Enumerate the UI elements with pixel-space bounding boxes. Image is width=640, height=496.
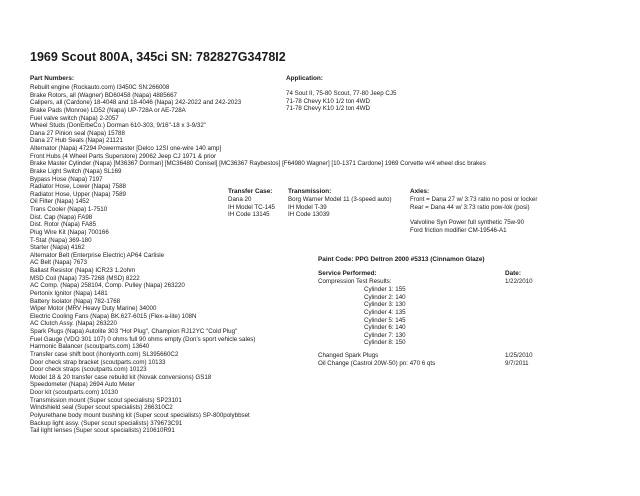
part-number-row: Model 18 & 20 transfer case rebuild kit (Novak conversions) GS18 (30, 373, 212, 381)
transmission-row: Borg Warner Model 11 (3-speed auto) (288, 196, 392, 203)
part-number-row: Front Hubs (4 Wheel Parts Superstore) 29062 Jeep CJ 1971 & prior (30, 152, 217, 160)
oil-change-entry: Oil Change (Castrol 20W-50) pn: 470 6 qts (318, 360, 436, 367)
part-number-row: T-Stat (Napa) 369-180 (30, 236, 92, 244)
cylinder-row: Cylinder 4: 135 (364, 308, 406, 316)
part-number-row: Spark Plugs (Napa) Autolite 303 "Hot Plug", Champion RJ12YC "Cold Plug" (30, 328, 238, 335)
part-number-row: Harmonic Balancer (scoutparts.com) 13640 (30, 343, 150, 351)
part-numbers-heading: Part Numbers: (30, 75, 75, 82)
compression-date: 1/22/2010 (505, 278, 533, 285)
part-number-row: Pertonix Ignitor (Napa) 1481 (30, 289, 108, 297)
part-number-row: Rebuilt engine (Rockauto.com) I3450C SN:266008 (30, 84, 170, 91)
axles-row (410, 211, 537, 219)
part-number-row: Dist. Rotor (Napa) FA85 (30, 221, 97, 229)
compression-title: Compression Test Results: (318, 278, 392, 285)
axles-row: Rear = Dana 44 w/ 3:73 ratio pow-lok (posi) (410, 203, 530, 211)
part-number-row: Radiator Hose, Lower (Napa) 7588 (30, 183, 126, 191)
part-number-row: Dist. Cap (Napa) FA98 (30, 213, 93, 221)
part-number-row: AC Clutch Assy. (Napa) 263220 (30, 320, 117, 328)
axles-row: Valvoline Syn Power full synthetic 75w-90 (410, 218, 525, 226)
cylinder-row: Cylinder 6: 140 (364, 324, 406, 332)
transmission-heading: Transmission: (288, 188, 332, 195)
application-heading: Application: (286, 75, 323, 82)
part-number-row: Electric Cooling Fans (Napa) BK.627-6015 (Flex-a-lite) 108N (30, 312, 197, 320)
part-number-row: Transfer case shift boot (ihonlyorth.com) SL395660C2 (30, 350, 179, 358)
transfer-case-row: IH Code 13145 (228, 211, 270, 219)
date-heading: Date: (505, 270, 521, 277)
spark-plugs-entry: Changed Spark Plugs (318, 352, 379, 359)
application-row: 71-78 Chevy K10 1/2 ton 4WD (286, 105, 370, 113)
axles-row: Ford friction modifier CM-19546-A1 (410, 226, 507, 234)
cylinder-list (364, 286, 406, 347)
part-number-row: Ballast Resistor (Napa) ICR23 1.2ohm (30, 267, 136, 274)
part-number-row: Starter (Napa) 4162 (30, 244, 85, 252)
transfer-case-list (228, 196, 275, 219)
transmission-row: IH Model T-39 (288, 203, 327, 211)
transfer-case-row: Dana 20 (228, 196, 252, 203)
part-number-row: Calipers, all (Cardone) 18-4048 and 18-4046 (Napa) 242-2022 and 242-2023 (30, 99, 242, 107)
application-list (286, 90, 396, 113)
transmission-list (288, 196, 392, 219)
axles-list (410, 196, 537, 234)
transmission-row: IH Code 13039 (288, 211, 330, 219)
part-number-row: Windshield seal (Super scout specialists) 266310C2 (30, 404, 173, 412)
part-number-row: Door kit (scoutparts.com) 10130 (30, 389, 119, 396)
paint-code: Paint Code: PPG Deltron 2000 #5313 (Cinnamon Glaze) (318, 256, 485, 263)
part-number-row: Fuel valve switch (Napa) 2-2057 (30, 114, 119, 122)
part-number-row: Wiper Motor (MRV Heavy Duty Marine) 34000 (30, 305, 157, 313)
part-number-row: AC Comp. (Napa) 258104, Comp. Pulley (Napa) 263220 (30, 282, 185, 290)
part-number-row: Plug Wire Kit (Napa) 700166 (30, 228, 109, 236)
cylinder-row: Cylinder 3: 130 (364, 301, 406, 309)
part-number-row: AC Belt (Napa) 7673 (30, 259, 88, 267)
page-title: 1969 Scout 800A, 345ci SN: 782827G3478I2 (30, 50, 286, 64)
spark-plugs-date: 1/25/2010 (505, 352, 533, 359)
service-performed-heading: Service Performed: (318, 270, 377, 277)
oil-change-date: 9/7/2011 (505, 360, 529, 367)
part-number-row: Bypass Hose (Napa) 7197 (30, 175, 103, 183)
part-number-row: Door check strap bracket (scoutparts.com) 10133 (30, 358, 166, 366)
cylinder-row: Cylinder 1: 155 (364, 286, 406, 293)
part-number-row: Backup light assy. (Super scout specialists) 379673C91 (30, 419, 183, 427)
application-row: 74 Sout II, 75-80 Scout, 77-80 Jeep CJ5 (286, 90, 397, 97)
part-number-row: Dana 27 Hub Seals (Napa) 21121 (30, 137, 123, 145)
application-row: 71-78 Chevy K10 1/2 ton 4WD (286, 97, 370, 105)
cylinder-row: Cylinder 7: 130 (364, 331, 406, 339)
cylinder-row: Cylinder 5: 145 (364, 316, 406, 324)
transfer-case-row: IH Model TC-145 (228, 203, 275, 211)
axles-row: Front = Dana 27 w/ 3:73 ratio no posi or locker (410, 196, 538, 203)
part-number-row: Transmission mount (Super scout specialists) SP23101 (30, 396, 182, 404)
part-number-row: Door check straps (scoutparts.com) 10123 (30, 366, 147, 374)
part-number-row: Brake Master Cylinder (Napa) [M36367 Dorman] [MC36480 Conisel] [MC36367 Raybestos] [F64980 Wagner] [10-1371 Cardone] 1969 Corvette w/4 wheel disc brakes (30, 160, 486, 168)
part-number-row: Brake Light Switch (Napa) SL169 (30, 167, 122, 175)
part-number-row: Wheel Studs (DonErbeCo.) Dorman 610-303, 9/16"-18 x 3-9/32" (30, 122, 207, 130)
part-number-row: Battery Isolator (Napa) 782-1768 (30, 297, 121, 305)
part-number-row: Brake Pads (Monroe) LD52 (Napa) UP-728A or AE-728A (30, 106, 186, 114)
part-number-row: Alternator Belt (Enterprise Electric) AP64 Carlisle (30, 251, 165, 259)
part-number-row: Tail light lenses (Super scout specialists) 210610R91 (30, 427, 175, 435)
part-number-row: MSD Coil (Napa) 735-7268 (MSD) 8222 (30, 274, 140, 282)
part-number-row: Oil Filter (Napa) 1452 (30, 198, 90, 206)
part-number-row: Brake Rotors, all (Wagner) BD60458 (Napa) 4885667 (30, 91, 177, 99)
cylinder-row: Cylinder 2: 140 (364, 293, 406, 301)
part-number-row: Radiator Hose, Upper (Napa) 7589 (30, 190, 126, 198)
part-number-row: Dana 27 Pinion seal (Napa) 15788 (30, 129, 125, 137)
transfer-case-heading: Transfer Case: (228, 188, 273, 195)
axles-heading: Axles: (410, 188, 430, 195)
cylinder-row: Cylinder 8: 150 (364, 339, 406, 347)
part-number-row: Alternator (Napa) 47294 Powermaster [Delco 12SI one-wire 140 amp] (30, 145, 222, 152)
part-number-row: Speedometer (Napa) 2694 Auto Meter (30, 381, 135, 389)
part-number-row: Fuel Gauge (VDO 301 107) 0 ohms full 90 ohms empty (Don's sport vehicle sales) (30, 335, 256, 343)
part-number-row: Trans Cooler (Napa) 1-7510 (30, 206, 108, 213)
part-number-row: Polyurethane body mount bushing kit (Super scout specialists) SP-800polybbset (30, 411, 250, 419)
